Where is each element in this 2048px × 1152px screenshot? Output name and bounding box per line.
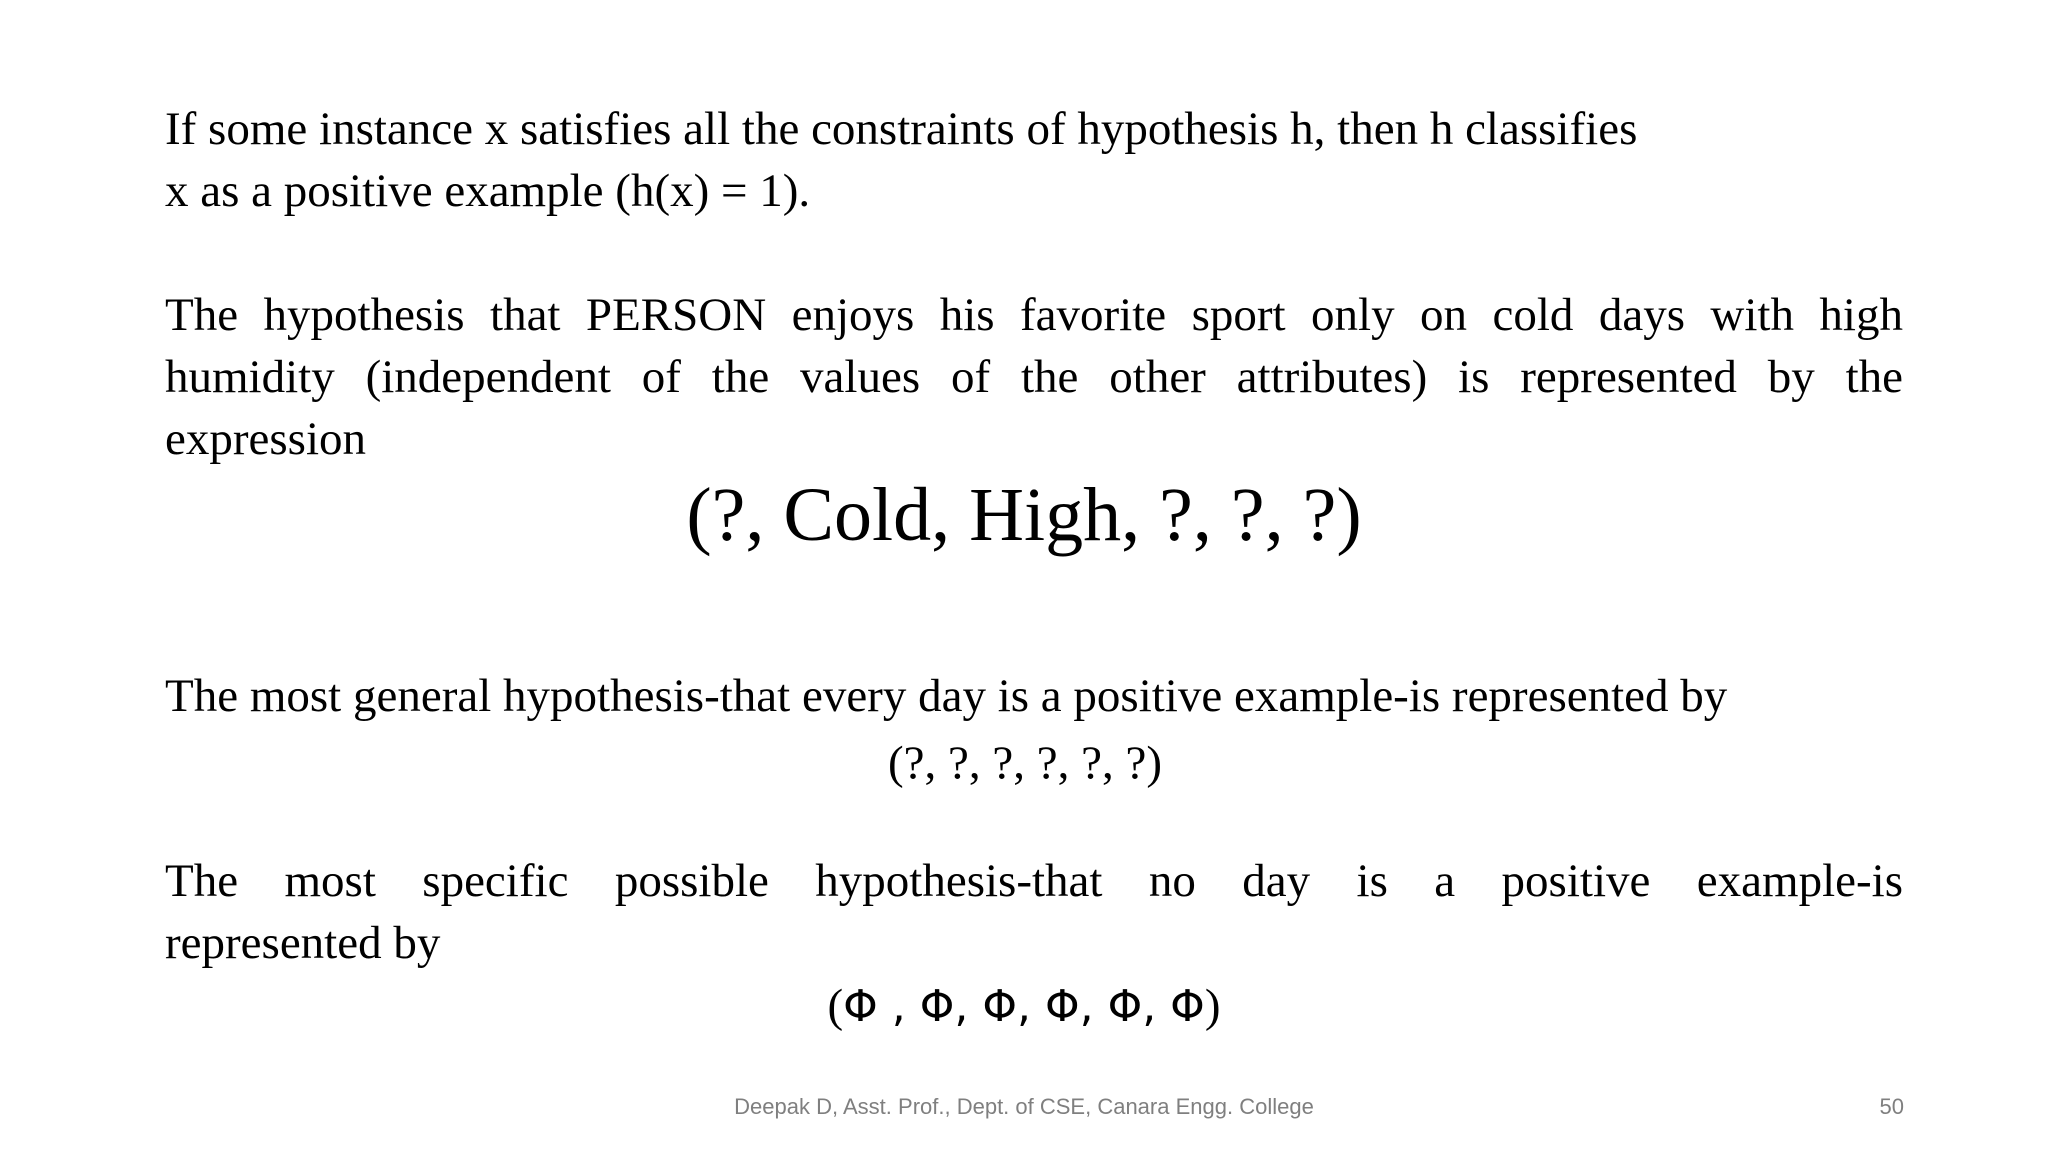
expression-close-paren: ) — [1204, 980, 1221, 1032]
paragraph-line: The hypothesis that PERSON enjoys his favorite sport only on cold days with high — [165, 289, 1903, 341]
expression-open-paren: ( — [827, 980, 844, 1032]
paragraph-line: humidity (independent of the values of the other attributes) is represented by the — [165, 351, 1903, 403]
footer-credit: Deepak D, Asst. Prof., Dept. of CSE, Canara Engg. College — [734, 1094, 1314, 1119]
expression-phi-values: Φ , Φ, Φ, Φ, Φ, Φ — [843, 981, 1205, 1032]
paragraph-line: The most specific possible hypothesis-that no day is a positive example-is — [165, 855, 1903, 907]
expression-cold-high: (?, Cold, High, ?, ?, ?) — [686, 473, 1362, 557]
paragraph-line: The most general hypothesis-that every day is a positive example-is represented by — [165, 670, 1728, 722]
expression-most-specific — [0, 975, 2048, 1038]
expression-most-general: (?, ?, ?, ?, ?, ?) — [888, 737, 1162, 789]
paragraph-instance-classification — [165, 98, 1903, 222]
paragraph-most-specific-hypothesis — [165, 850, 1903, 974]
paragraph-line: x as a positive example (h(x) = 1). — [165, 165, 811, 217]
paragraph-line: If some instance x satisfies all the constraints of hypothesis h, then h classifies — [165, 103, 1638, 155]
paragraph-most-general-hypothesis — [165, 665, 1903, 727]
page-number: 50 — [1879, 1094, 1904, 1119]
paragraph-line: represented by — [165, 917, 441, 969]
paragraph-line: expression — [165, 413, 367, 465]
paragraph-cold-humidity-hypothesis — [165, 284, 1903, 470]
